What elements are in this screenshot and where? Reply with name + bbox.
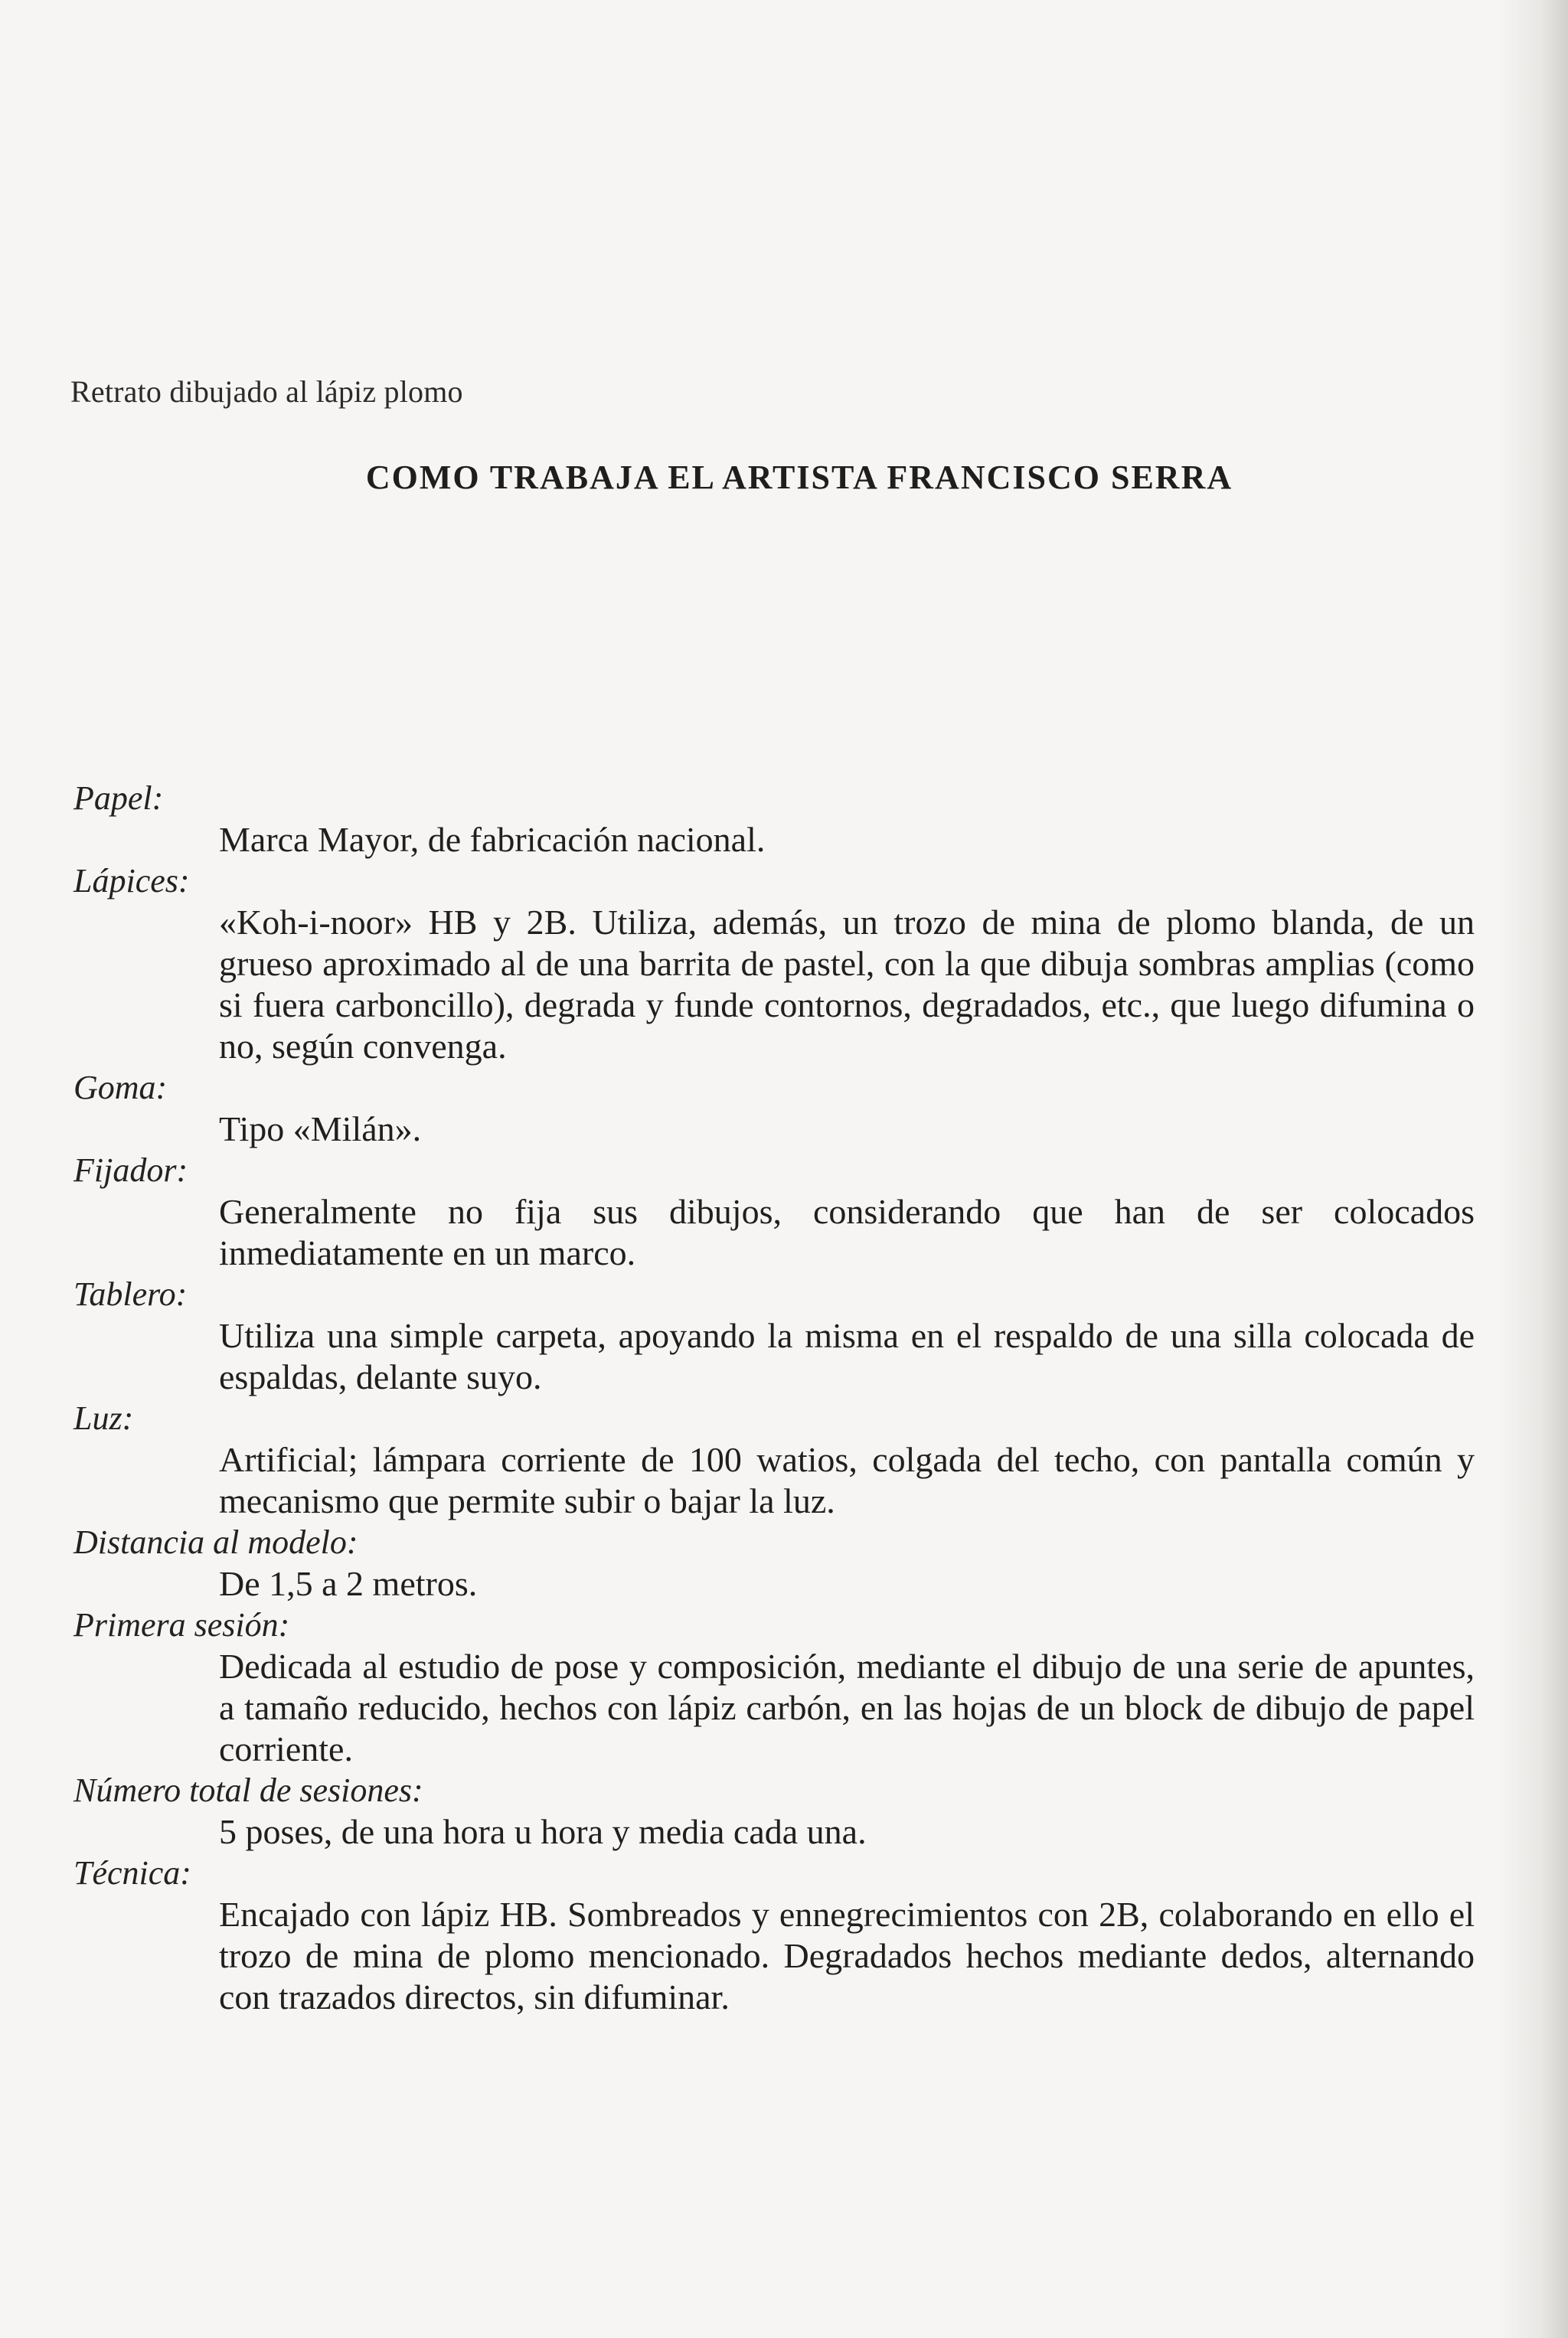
entry-text: 5 poses, de una hora u hora y media cada una. xyxy=(219,1812,867,1851)
entry-label: Goma: xyxy=(74,1069,168,1106)
entry-label: Lápices: xyxy=(74,862,190,900)
entry-primera-sesion xyxy=(74,1605,1482,1770)
entry-distancia-al-modelo xyxy=(74,1522,1482,1605)
entry-text: Dedicada al estudio de pose y composición, mediante el dibujo de una serie de apuntes, a tamaño reducido, hechos con lápiz carbón, en las hojas de un block de dibujo de papel corriente. xyxy=(219,1647,1475,1768)
page-title: COMO TRABAJA EL ARTISTA FRANCISCO SERRA xyxy=(365,459,1233,496)
entry-label: Técnica: xyxy=(74,1854,191,1892)
entry-text: Encajado con lápiz HB. Sombreados y ennegrecimientos con 2B, colaborando en ello el trozo de mina de plomo mencionado. Degradados hechos mediante dedos, alternando con trazados directos, sin difuminar. xyxy=(219,1895,1475,2016)
entry-label: Papel: xyxy=(74,779,164,817)
entry-luz xyxy=(74,1398,1482,1522)
materials-list xyxy=(74,778,1482,2018)
entry-text: «Koh-i-noor» HB y 2B. Utiliza, además, un trozo de mina de plomo blanda, de un grueso aproximado al de una barrita de pastel, con la que dibuja sombras amplias (como si fuera carboncillo), degrada y funde contornos, degradados, etc., que luego difumina o no, según convenga. xyxy=(219,903,1475,1066)
entry-text: De 1,5 a 2 metros. xyxy=(219,1564,478,1603)
entry-tablero xyxy=(74,1274,1482,1398)
page-edge-shadow xyxy=(1499,0,1568,2338)
entry-tecnica xyxy=(74,1853,1482,2018)
entry-fijador xyxy=(74,1150,1482,1274)
entry-papel xyxy=(74,778,1482,860)
entry-text: Marca Mayor, de fabricación nacional. xyxy=(219,820,766,859)
section-title: Retrato dibujado al lápiz plomo xyxy=(70,374,463,409)
entry-label: Tablero: xyxy=(74,1275,188,1313)
entry-text: Tipo «Milán». xyxy=(219,1109,422,1148)
entry-goma xyxy=(74,1067,1482,1150)
entry-text: Utiliza una simple carpeta, apoyando la misma en el respaldo de una silla colocada de espaldas, delante suyo. xyxy=(219,1316,1475,1396)
entry-label: Luz: xyxy=(74,1399,134,1437)
entry-label: Número total de sesiones: xyxy=(74,1771,423,1809)
entry-text: Artificial; lámpara corriente de 100 watios, colgada del techo, con pantalla común y mecanismo que permite subir o bajar la luz. xyxy=(219,1440,1475,1520)
entry-label: Fijador: xyxy=(74,1151,188,1189)
entry-text: Generalmente no fija sus dibujos, considerando que han de ser colocados inmediatamente en un marco. xyxy=(219,1192,1475,1272)
entry-label: Distancia al modelo: xyxy=(74,1523,358,1561)
entry-lapices xyxy=(74,860,1482,1067)
entry-label: Primera sesión: xyxy=(74,1606,290,1644)
entry-numero-total-de-sesiones xyxy=(74,1770,1482,1853)
